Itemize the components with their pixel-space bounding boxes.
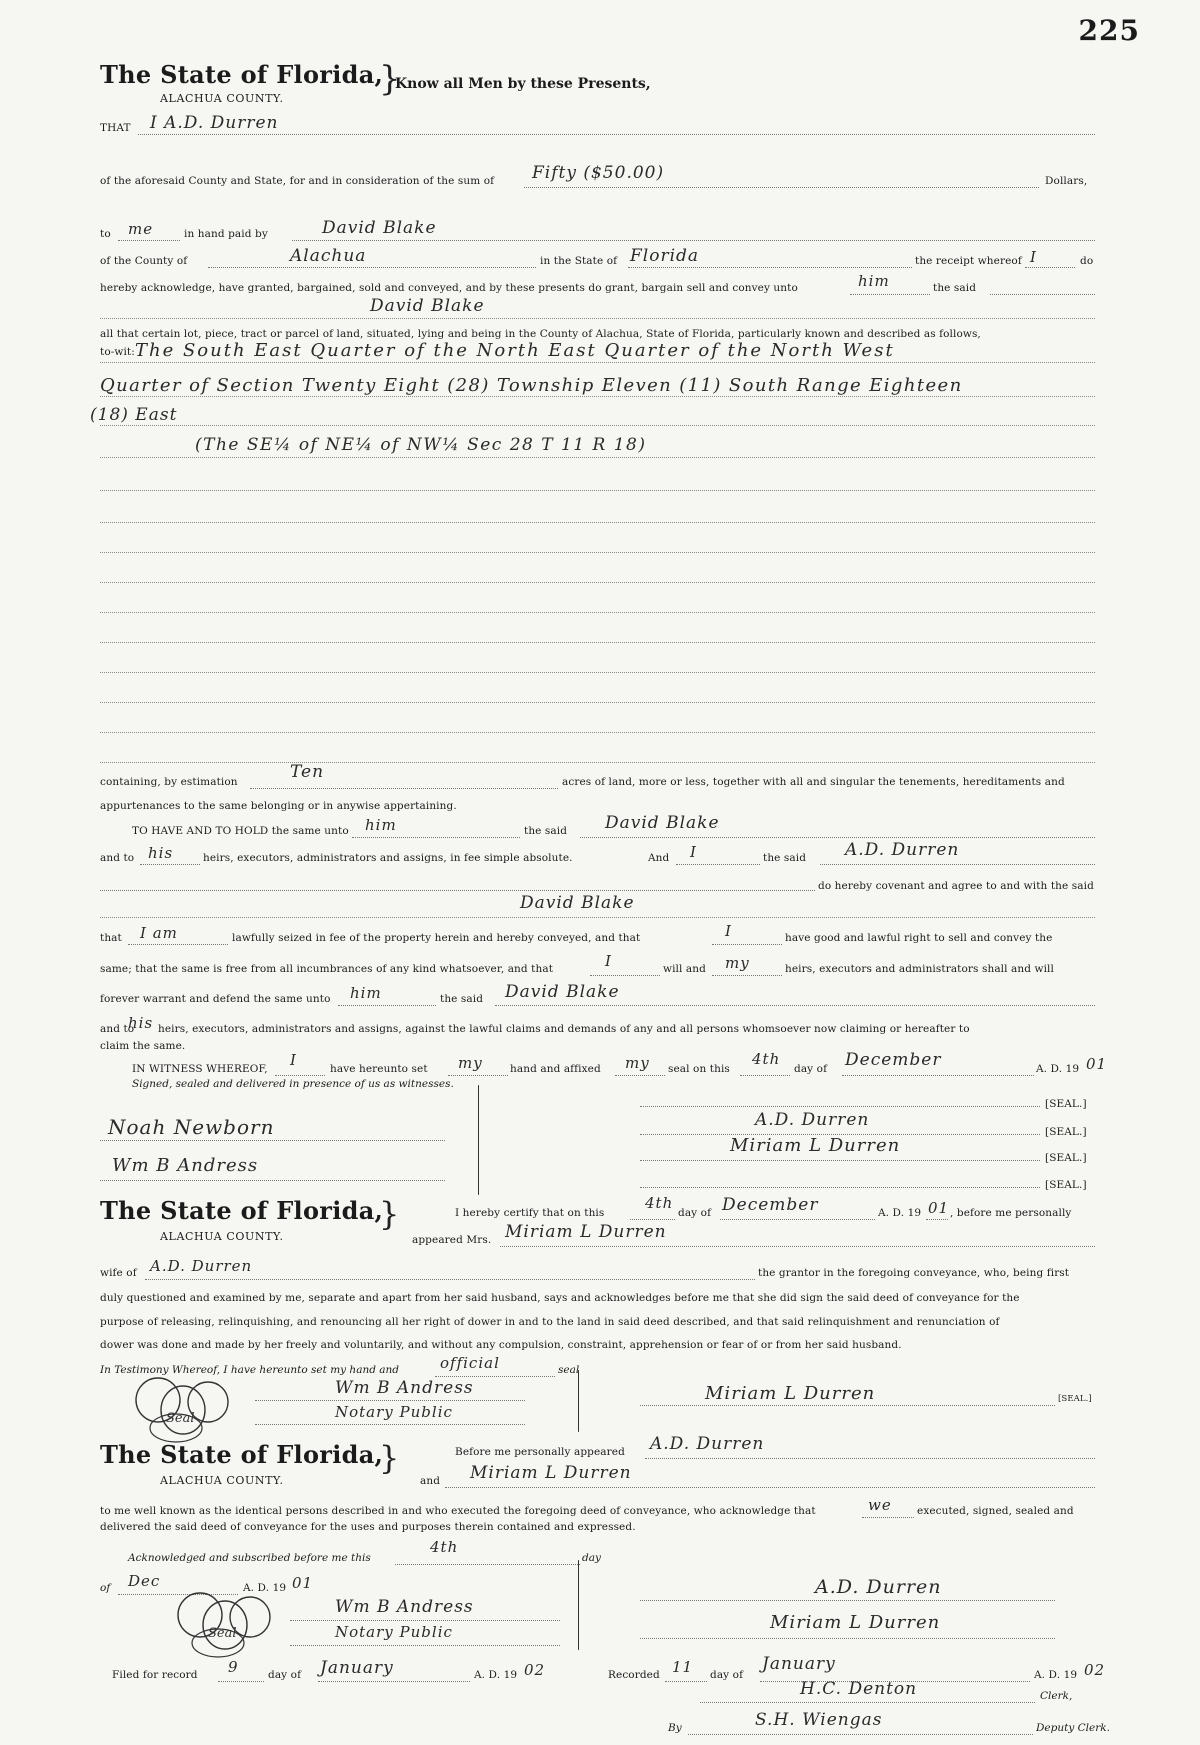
receipt-handwritten: I: [1030, 248, 1037, 266]
ack2-ad: A. D. 19: [243, 1582, 287, 1594]
heirs-text: heirs, executors, administrators and assigns, in fee simple absolute.: [203, 852, 573, 864]
ack1-ad: A. D. 19: [878, 1207, 922, 1219]
ack1-certify: I hereby certify that on this: [455, 1207, 605, 1219]
seal-on-this: seal on this: [668, 1063, 730, 1075]
seal-label-2: [SEAL.]: [1045, 1126, 1087, 1138]
witness2-signature: Wm B Andress: [112, 1155, 259, 1176]
ack1-wife-name-handwritten: Miriam L Durren: [505, 1222, 667, 1242]
ack1-month-handwritten: December: [722, 1195, 819, 1215]
his-handwritten: his: [148, 844, 174, 862]
ack1-day-handwritten: 4th: [645, 1194, 674, 1212]
ack2-month-handwritten: Dec: [128, 1572, 161, 1590]
to-handwritten: me: [128, 220, 154, 238]
filed-ad: A. D. 19: [474, 1669, 518, 1681]
ack1-signer-signature: Miriam L Durren: [705, 1383, 876, 1404]
ack2-executed: executed, signed, sealed and: [917, 1505, 1074, 1517]
ack1-day-of: day of: [678, 1207, 712, 1219]
ack2-of-label: of: [100, 1582, 111, 1594]
seal-label-1: [SEAL.]: [1045, 1098, 1087, 1110]
and-label: And: [648, 852, 670, 864]
good-right-text: have good and lawful right to sell and convey the: [785, 932, 1053, 944]
by-label: By: [668, 1722, 682, 1734]
know-all-men: Know all Men by these Presents,: [395, 76, 651, 92]
covenant-text: do hereby covenant and agree to and with the said: [818, 880, 1094, 892]
clerk-label: Clerk,: [1040, 1690, 1073, 1702]
acknowledge-text: hereby acknowledge, have granted, bargained, sold and conveyed, and by these presents do grant, bargain sell and convey unto: [100, 282, 798, 294]
filed-day-of: day of: [268, 1669, 302, 1681]
deputy-signature: S.H. Wiengas: [755, 1710, 883, 1730]
the-said-2: the said: [524, 825, 568, 837]
my3-handwritten: my: [625, 1054, 650, 1072]
ack2-county: ALACHUA COUNTY.: [160, 1474, 284, 1487]
ack1-county: ALACHUA COUNTY.: [160, 1230, 284, 1243]
habendum-grantee-handwritten: David Blake: [605, 813, 720, 833]
signed-sealed-text: Signed, sealed and delivered in presence of us as witnesses.: [132, 1078, 454, 1090]
ack2-notary-title: Notary Public: [335, 1623, 453, 1641]
ack2-body-2: delivered the said deed of conveyance for the uses and purposes therein contained and expressed.: [100, 1521, 636, 1533]
recorded-day-handwritten: 11: [672, 1658, 694, 1676]
containing-label: containing, by estimation: [100, 776, 238, 788]
ack2-ack-sub: Acknowledged and subscribed before me this: [128, 1552, 371, 1564]
grantor2-handwritten: A.D. Durren: [845, 840, 960, 860]
ack1-notary-seal-icon: [128, 1370, 238, 1450]
unto-handwritten: him: [858, 272, 890, 290]
ack1-seal-word: seal: [558, 1364, 580, 1376]
ack1-body-2: purpose of releasing, relinquishing, and renouncing all her right of dower in and to the land in said deed described, and that said relinquishment and renunciation of: [100, 1316, 1000, 1328]
hand-affixed: hand and affixed: [510, 1063, 601, 1075]
sum-handwritten: Fifty ($50.00): [532, 163, 665, 183]
ack1-state-title: The State of Florida,: [100, 1196, 384, 1225]
ack2-notary-seal-icon: [170, 1585, 280, 1665]
signer1-signature: A.D. Durren: [755, 1110, 870, 1130]
covenant-grantee-handwritten: David Blake: [520, 893, 635, 913]
deed-state-title: The State of Florida,: [100, 60, 384, 89]
description-line-2: Quarter of Section Twenty Eight (28) Township Eleven (11) South Range Eighteen: [100, 375, 963, 396]
deputy-label: Deputy Clerk.: [1036, 1722, 1110, 1734]
ack2-person1-handwritten: A.D. Durren: [650, 1434, 765, 1454]
recorded-label: Recorded: [608, 1669, 660, 1681]
ack1-body-1: duly questioned and examined by me, separate and apart from her said husband, says and acknowledges before me that she did sign the said deed of conveyance for the: [100, 1292, 1020, 1304]
habendum-handwritten: him: [365, 816, 397, 834]
ack1-notary-signature: Wm B Andress: [335, 1378, 474, 1398]
state-handwritten: Florida: [630, 246, 700, 266]
in-state-of-label: in the State of: [540, 255, 618, 267]
ack1-testimony: In Testimony Whereof, I have hereunto set my hand and: [100, 1364, 400, 1376]
and-to-2: and to: [100, 1023, 135, 1035]
dollars-label: Dollars,: [1045, 175, 1088, 187]
my2-handwritten: my: [458, 1054, 483, 1072]
ack2-day-word: day: [582, 1552, 601, 1564]
ack1-husband-handwritten: A.D. Durren: [150, 1257, 253, 1275]
consideration-text: of the aforesaid County and State, for and in consideration of the sum of: [100, 175, 495, 187]
ack2-body-1: to me well known as the identical persons described in and who executed the foregoing deed of conveyance, who acknowledge that: [100, 1505, 816, 1517]
and-handwritten: I: [690, 843, 697, 861]
description-line-4: (The SE¼ of NE¼ of NW¼ Sec 28 T 11 R 18): [195, 435, 647, 455]
recorded-month-handwritten: January: [762, 1654, 836, 1674]
ack2-and-label: and: [420, 1475, 441, 1487]
witness-handwritten: I: [290, 1051, 297, 1069]
signer2-signature: Miriam L Durren: [730, 1135, 901, 1156]
to-label: to: [100, 228, 111, 240]
receipt-whereof: the receipt whereof: [915, 255, 1022, 267]
hereunto-set: have hereunto set: [330, 1063, 428, 1075]
witness1-signature: Noah Newborn: [108, 1115, 275, 1139]
deed-county: ALACHUA COUNTY.: [160, 92, 284, 105]
recorded-day-of: day of: [710, 1669, 744, 1681]
description-line-1: The South East Quarter of the North East Quarter of the North West: [135, 340, 895, 361]
ack1-seal-label: [SEAL.]: [1058, 1394, 1092, 1404]
filed-day-handwritten: 9: [228, 1658, 239, 1676]
ack1-before-me: , before me personally: [950, 1207, 1072, 1219]
witness-text: IN WITNESS WHEREOF,: [132, 1063, 268, 1075]
ack2-signer1-signature: A.D. Durren: [815, 1576, 942, 1598]
same-text: same; that the same is free from all incumbrances of any kind whatsoever, and that: [100, 963, 554, 975]
deed-header-brace: }: [379, 59, 401, 99]
heirs-3: heirs, executors, administrators and assigns, against the lawful claims and demands of any and all persons whomsoever now claiming or hereafter to: [158, 1023, 970, 1035]
day-of-label: day of: [794, 1063, 828, 1075]
ack2-before-me: Before me personally appeared: [455, 1446, 625, 1458]
the-said-4: the said: [440, 993, 484, 1005]
and-to-label: and to: [100, 852, 135, 864]
ack1-notary-title: Notary Public: [335, 1403, 453, 1421]
claim-text: claim the same.: [100, 1040, 186, 1052]
ack2-seal-stamp-text: Seal: [208, 1626, 237, 1641]
of-county-label: of the County of: [100, 255, 188, 267]
have-handwritten: I: [725, 922, 732, 940]
county-handwritten: Alachua: [290, 246, 367, 266]
land-text: all that certain lot, piece, tract or parcel of land, situated, lying and being in the County of Alachua, State of Florida, particularly known and described as follows,: [100, 328, 981, 340]
my-handwritten: my: [725, 954, 750, 972]
will-handwritten: I: [605, 952, 612, 970]
in-hand-paid-by: in hand paid by: [184, 228, 268, 240]
seal-label-4: [SEAL.]: [1045, 1179, 1087, 1191]
warrant-grantee-handwritten: David Blake: [505, 982, 620, 1002]
ack2-they-handwritten: we: [868, 1496, 892, 1514]
that-label: THAT: [100, 122, 131, 134]
witness-day-handwritten: 4th: [752, 1050, 781, 1068]
ack2-year-handwritten: 01: [292, 1574, 314, 1592]
appurtenances-text: appurtenances to the same belonging or in anywise appertaining.: [100, 800, 457, 812]
heirs-2: heirs, executors and administrators shall and will: [785, 963, 1054, 975]
ack1-grantor-text: the grantor in the foregoing conveyance, who, being first: [758, 1267, 1070, 1279]
recorded-year-handwritten: 02: [1084, 1661, 1106, 1679]
ack2-brace: }: [379, 1439, 400, 1477]
ad-label: A. D. 19: [1036, 1063, 1080, 1075]
ack2-state-title: The State of Florida,: [100, 1440, 384, 1469]
ack1-official-handwritten: official: [440, 1354, 500, 1372]
filed-month-handwritten: January: [320, 1658, 394, 1678]
page-number: 225: [1078, 14, 1140, 47]
do-label: do: [1080, 255, 1094, 267]
the-said-3: the said: [763, 852, 807, 864]
ack1-appeared: appeared Mrs.: [412, 1234, 492, 1246]
that-label-2: that: [100, 932, 122, 944]
ack1-year-handwritten: 01: [928, 1199, 950, 1217]
his2-handwritten: his: [128, 1014, 154, 1032]
clerk-signature: H.C. Denton: [800, 1679, 918, 1699]
witness-month-handwritten: December: [845, 1050, 942, 1070]
ack1-brace: }: [379, 1195, 400, 1233]
am-handwritten: I am: [140, 924, 178, 942]
filed-year-handwritten: 02: [524, 1661, 546, 1679]
to-wit: to-wit:: [100, 346, 135, 358]
ack2-day-handwritten: 4th: [430, 1538, 459, 1556]
grantee-handwritten: David Blake: [370, 296, 485, 316]
ack1-seal-stamp-text: Seal: [166, 1411, 195, 1426]
ack2-signer2-signature: Miriam L Durren: [770, 1612, 941, 1633]
witness-year-handwritten: 01: [1086, 1055, 1108, 1073]
seized-text: lawfully seized in fee of the property herein and hereby conveyed, and that: [232, 932, 641, 944]
seal-label-3: [SEAL.]: [1045, 1152, 1087, 1164]
ack1-body-3: dower was done and made by her freely and voluntarily, and without any compulsion, constraint, apprehension or fear of or from her said husband.: [100, 1339, 902, 1351]
ack1-wife-of: wife of: [100, 1267, 137, 1279]
filed-label: Filed for record: [112, 1669, 198, 1681]
description-line-3: (18) East: [90, 405, 178, 425]
the-said-label: the said: [933, 282, 977, 294]
recorded-ad: A. D. 19: [1034, 1669, 1078, 1681]
will-and-label: will and: [663, 963, 706, 975]
habendum-text: TO HAVE AND TO HOLD the same unto: [132, 825, 349, 837]
acres-text: acres of land, more or less, together with all and singular the tenements, hereditaments and: [562, 776, 1065, 788]
warrant-handwritten: him: [350, 984, 382, 1002]
acres-handwritten: Ten: [290, 762, 325, 782]
ack2-person2-handwritten: Miriam L Durren: [470, 1463, 632, 1483]
payer-handwritten: David Blake: [322, 218, 437, 238]
warrant-text: forever warrant and defend the same unto: [100, 993, 331, 1005]
grantor-handwritten: I A.D. Durren: [150, 113, 279, 133]
ack2-notary-signature: Wm B Andress: [335, 1597, 474, 1617]
